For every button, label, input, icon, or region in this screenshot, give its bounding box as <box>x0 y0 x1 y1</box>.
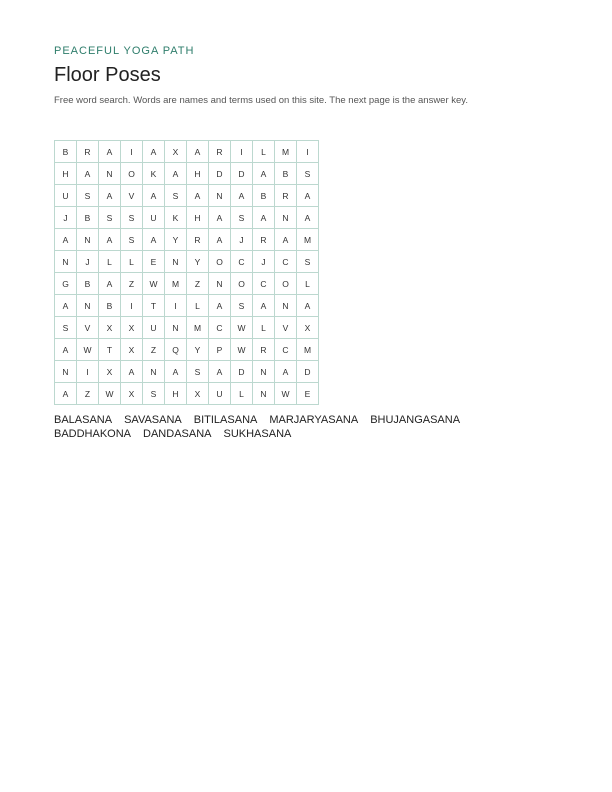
grid-cell: K <box>143 163 165 185</box>
grid-cell: A <box>99 273 121 295</box>
grid-row <box>55 229 319 251</box>
grid-cell: H <box>187 207 209 229</box>
grid-cell: A <box>143 141 165 163</box>
grid-cell: H <box>165 383 187 405</box>
grid-cell: K <box>165 207 187 229</box>
grid-cell: M <box>165 273 187 295</box>
grid-row <box>55 207 319 229</box>
grid-cell: S <box>297 163 319 185</box>
site-brand: PEACEFUL YOGA PATH <box>54 45 195 57</box>
grid-row <box>55 339 319 361</box>
grid-cell: S <box>55 317 77 339</box>
grid-cell: N <box>77 229 99 251</box>
grid-cell: J <box>55 207 77 229</box>
grid-cell: S <box>99 207 121 229</box>
grid-row <box>55 141 319 163</box>
grid-cell: N <box>253 383 275 405</box>
grid-cell: A <box>297 207 319 229</box>
grid-cell: A <box>209 361 231 383</box>
grid-cell: I <box>121 141 143 163</box>
grid-cell: U <box>143 317 165 339</box>
grid-cell: S <box>231 295 253 317</box>
grid-cell: N <box>55 361 77 383</box>
grid-cell: W <box>99 383 121 405</box>
grid-cell: A <box>297 185 319 207</box>
grid-cell: P <box>209 339 231 361</box>
grid-cell: C <box>209 317 231 339</box>
grid-cell: A <box>253 163 275 185</box>
grid-cell: A <box>55 295 77 317</box>
grid-cell: I <box>231 141 253 163</box>
grid-cell: O <box>209 251 231 273</box>
grid-cell: B <box>55 141 77 163</box>
grid-cell: U <box>55 185 77 207</box>
grid-cell: A <box>77 163 99 185</box>
grid-cell: S <box>231 207 253 229</box>
grid-cell: L <box>187 295 209 317</box>
grid-cell: A <box>275 229 297 251</box>
grid-cell: A <box>297 295 319 317</box>
grid-cell: A <box>253 295 275 317</box>
grid-cell: X <box>99 317 121 339</box>
grid-cell: B <box>275 163 297 185</box>
grid-cell: Z <box>77 383 99 405</box>
grid-cell: C <box>275 339 297 361</box>
grid-row <box>55 163 319 185</box>
grid-cell: W <box>143 273 165 295</box>
grid-cell: H <box>55 163 77 185</box>
grid-cell: A <box>275 361 297 383</box>
grid-cell: A <box>187 185 209 207</box>
grid-cell: A <box>99 229 121 251</box>
grid-cell: W <box>231 317 253 339</box>
grid-cell: X <box>121 383 143 405</box>
grid-cell: M <box>297 229 319 251</box>
grid-cell: A <box>143 229 165 251</box>
word-list-item: BALASANA <box>54 414 113 426</box>
grid-cell: S <box>121 229 143 251</box>
grid-cell: A <box>99 141 121 163</box>
grid-cell: V <box>77 317 99 339</box>
grid-cell: V <box>275 317 297 339</box>
grid-cell: D <box>297 361 319 383</box>
grid-cell: X <box>165 141 187 163</box>
grid-cell: L <box>99 251 121 273</box>
word-list-item: BADDHAKONA <box>54 427 132 440</box>
grid-cell: A <box>55 383 77 405</box>
word-list-item: DANDASANA <box>143 427 212 440</box>
grid-cell: M <box>297 339 319 361</box>
grid-cell: D <box>231 163 253 185</box>
grid-cell: A <box>165 361 187 383</box>
grid-cell: Y <box>165 229 187 251</box>
grid-cell: R <box>209 141 231 163</box>
grid-cell: C <box>253 273 275 295</box>
grid-cell: X <box>187 383 209 405</box>
grid-cell: S <box>165 185 187 207</box>
grid-cell: A <box>55 339 77 361</box>
grid-cell: A <box>143 185 165 207</box>
grid-cell: W <box>275 383 297 405</box>
grid-cell: J <box>77 251 99 273</box>
grid-cell: D <box>231 361 253 383</box>
grid-cell: R <box>253 229 275 251</box>
grid-cell: X <box>121 339 143 361</box>
grid-cell: N <box>253 361 275 383</box>
grid-cell: A <box>209 229 231 251</box>
grid-cell: O <box>121 163 143 185</box>
grid-cell: S <box>143 383 165 405</box>
grid-cell: U <box>143 207 165 229</box>
grid-cell: Y <box>187 251 209 273</box>
grid-cell: O <box>231 273 253 295</box>
word-search-grid <box>54 140 319 405</box>
grid-cell: H <box>187 163 209 185</box>
grid-cell: J <box>231 229 253 251</box>
grid-cell: M <box>187 317 209 339</box>
grid-cell: I <box>165 295 187 317</box>
grid-cell: L <box>253 141 275 163</box>
grid-cell: N <box>209 273 231 295</box>
intro-text: Free word search. Words are names and terms used on this site. The next page is the answer key. <box>54 95 468 106</box>
page-title: Floor Poses <box>54 64 161 86</box>
grid-cell: Z <box>121 273 143 295</box>
grid-cell: X <box>99 361 121 383</box>
grid-cell: A <box>99 185 121 207</box>
grid-cell: O <box>275 273 297 295</box>
grid-row <box>55 273 319 295</box>
grid-row <box>55 185 319 207</box>
grid-cell: S <box>297 251 319 273</box>
grid-cell: Y <box>187 339 209 361</box>
word-list <box>54 414 494 441</box>
grid-cell: X <box>297 317 319 339</box>
grid-row <box>55 251 319 273</box>
grid-cell: C <box>275 251 297 273</box>
word-list-item: BHUJANGASANA <box>370 414 461 426</box>
grid-cell: A <box>187 141 209 163</box>
grid-cell: R <box>187 229 209 251</box>
grid-row <box>55 295 319 317</box>
grid-cell: N <box>99 163 121 185</box>
grid-cell: C <box>231 251 253 273</box>
grid-row <box>55 317 319 339</box>
grid-cell: N <box>143 361 165 383</box>
word-list-item: MARJARYASANA <box>269 414 359 426</box>
grid-cell: S <box>77 185 99 207</box>
grid-cell: V <box>121 185 143 207</box>
grid-cell: U <box>209 383 231 405</box>
grid-cell: W <box>77 339 99 361</box>
grid-cell: B <box>77 207 99 229</box>
grid-cell: I <box>121 295 143 317</box>
grid-cell: D <box>209 163 231 185</box>
grid-cell: T <box>143 295 165 317</box>
grid-cell: R <box>275 185 297 207</box>
grid-cell: R <box>77 141 99 163</box>
grid-cell: A <box>55 229 77 251</box>
grid-cell: N <box>209 185 231 207</box>
grid-cell: N <box>77 295 99 317</box>
grid-cell: B <box>253 185 275 207</box>
word-list-item: SAVASANA <box>124 414 182 426</box>
grid-cell: A <box>231 185 253 207</box>
grid-cell: W <box>231 339 253 361</box>
grid-cell: N <box>55 251 77 273</box>
grid-cell: S <box>121 207 143 229</box>
grid-cell: E <box>143 251 165 273</box>
grid-cell: L <box>253 317 275 339</box>
grid-cell: A <box>253 207 275 229</box>
grid-cell: A <box>209 295 231 317</box>
grid-cell: B <box>99 295 121 317</box>
grid-cell: L <box>297 273 319 295</box>
grid-cell: N <box>275 295 297 317</box>
grid-cell: S <box>187 361 209 383</box>
grid-cell: Z <box>187 273 209 295</box>
grid-cell: I <box>297 141 319 163</box>
grid-cell: Z <box>143 339 165 361</box>
grid-row <box>55 361 319 383</box>
grid-cell: M <box>275 141 297 163</box>
grid-cell: T <box>99 339 121 361</box>
grid-cell: I <box>77 361 99 383</box>
grid-cell: N <box>275 207 297 229</box>
grid-row <box>55 383 319 405</box>
grid-cell: R <box>253 339 275 361</box>
grid-cell: L <box>231 383 253 405</box>
grid-cell: A <box>121 361 143 383</box>
grid-cell: A <box>165 163 187 185</box>
grid-cell: X <box>121 317 143 339</box>
grid-cell: N <box>165 317 187 339</box>
word-list-item: SUKHASANA <box>223 427 292 440</box>
grid-cell: J <box>253 251 275 273</box>
grid-cell: G <box>55 273 77 295</box>
grid-cell: Q <box>165 339 187 361</box>
grid-cell: A <box>209 207 231 229</box>
grid-cell: N <box>165 251 187 273</box>
word-list-item: BITILASANA <box>193 414 258 426</box>
grid-cell: E <box>297 383 319 405</box>
grid-cell: L <box>121 251 143 273</box>
grid-cell: B <box>77 273 99 295</box>
